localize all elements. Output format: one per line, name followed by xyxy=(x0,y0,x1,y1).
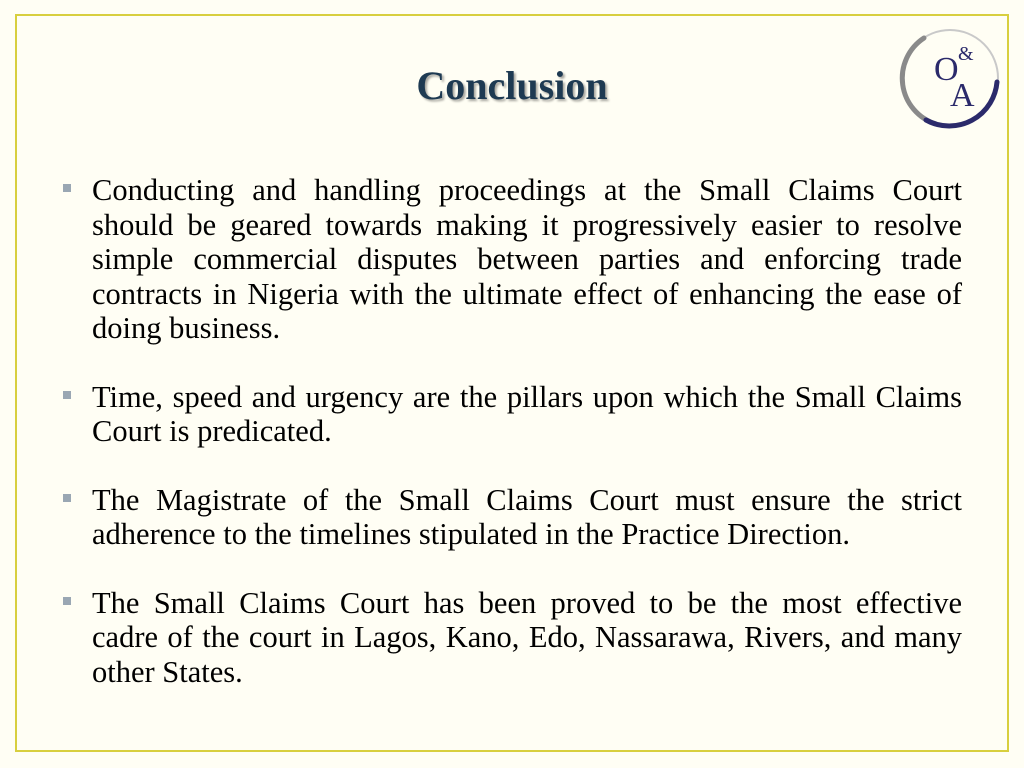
bullet-item xyxy=(60,586,962,690)
square-bullet-icon xyxy=(63,391,71,399)
logo-letter-a: A xyxy=(950,77,975,114)
bullet-text: The Magistrate of the Small Claims Court must ensure the strict adherence to the timelines stipulated in the Practice Direction. xyxy=(92,482,962,551)
logo-ampersand: & xyxy=(958,43,974,65)
bullet-list xyxy=(60,173,962,723)
logo-letter-o: O xyxy=(934,51,959,88)
bullet-item xyxy=(60,483,962,552)
bullet-item xyxy=(60,380,962,449)
square-bullet-icon xyxy=(63,597,71,605)
square-bullet-icon xyxy=(63,184,71,192)
bullet-text: Conducting and handling proceedings at the Small Claims Court should be geared towards making it progressively easier to resolve simple commercial disputes between parties and enforcing trade contracts in Nigeria with the ultimate effect of enhancing the ease of doing business. xyxy=(92,173,962,345)
bullet-item xyxy=(60,173,962,346)
slide-title: Conclusion xyxy=(416,63,608,108)
oa-logo-icon xyxy=(896,24,1004,132)
bullet-text: Time, speed and urgency are the pillars upon which the Small Claims Court is predicated. xyxy=(92,379,962,448)
square-bullet-icon xyxy=(63,494,71,502)
bullet-text: The Small Claims Court has been proved to be the most effective cadre of the court in Lagos, Kano, Edo, Nassarawa, Rivers, and many other States. xyxy=(92,585,962,689)
